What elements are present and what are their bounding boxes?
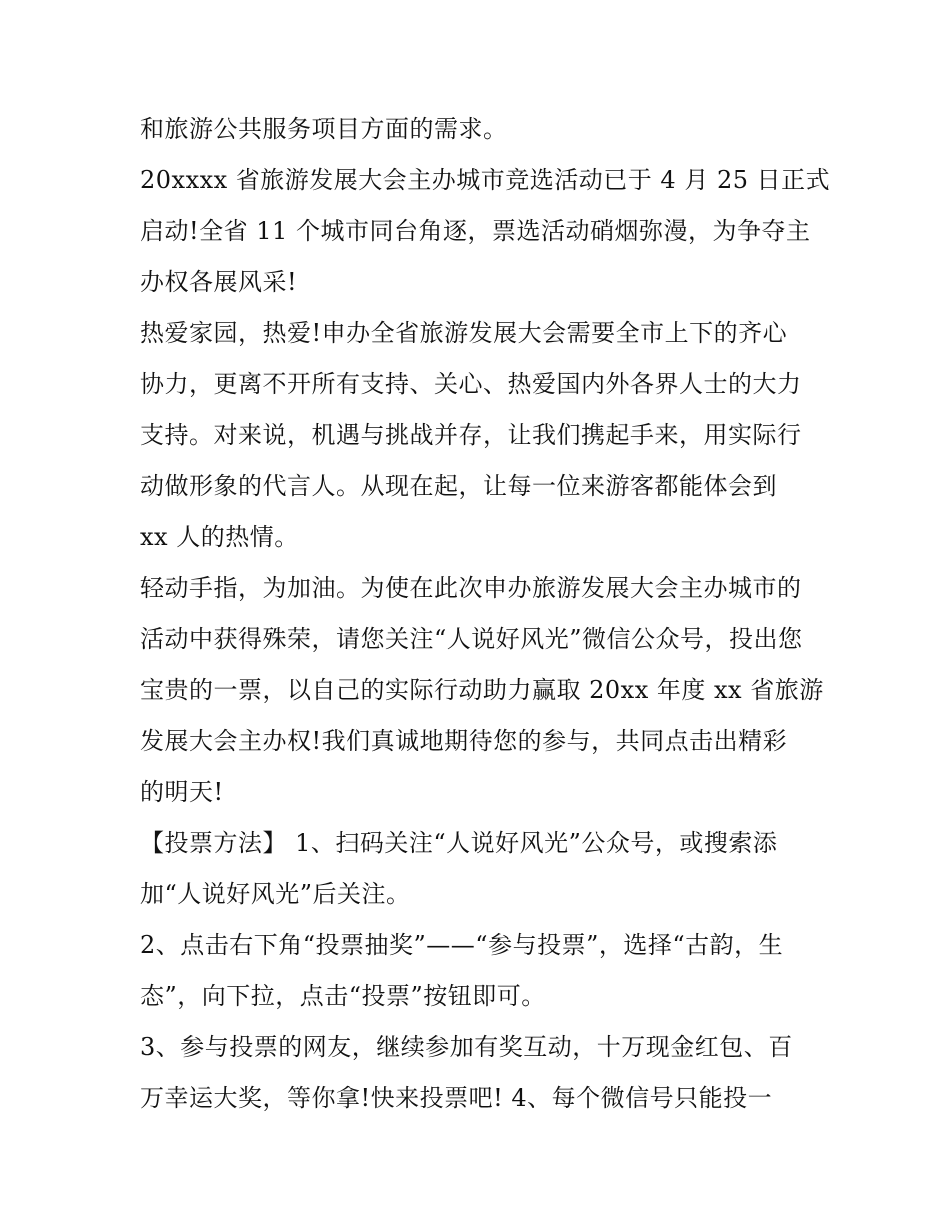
- text-line: 3、参与投票的网友，继续参加有奖互动，十万现金红包、百: [140, 1033, 793, 1061]
- text-line: 2、点击右下角“投票抽奖”——“参与投票”，选择“古韵，生: [140, 931, 784, 959]
- text-line: 态”，向下拉，点击“投票”按钮即可。: [140, 982, 546, 1010]
- text-line: 启动!全省 11 个城市同台角逐，票选活动硝烟弥漫，为争夺主: [140, 217, 811, 245]
- text-line: 办权各展风采!: [140, 268, 298, 296]
- text-line: 轻动手指，为加油。为使在此次申办旅游发展大会主办城市的: [140, 574, 802, 602]
- text-line: 【投票方法】 1、扫码关注“人说好风光”公众号，或搜索添: [140, 829, 778, 857]
- text-line: 20xxxx 省旅游发展大会主办城市竞选活动已于 4 月 25 日正式: [140, 166, 831, 194]
- text-line: 和旅游公共服务项目方面的需求。: [140, 115, 508, 143]
- text-line: xx 人的热情。: [140, 523, 299, 551]
- text-line: 活动中获得殊荣，请您关注“人说好风光”微信公众号，投出您: [140, 625, 803, 653]
- text-line: 宝贵的一票，以自己的实际行动助力赢取 20xx 年度 xx 省旅游: [140, 676, 824, 704]
- text-line: 加“人说好风光”后关注。: [140, 880, 411, 908]
- text-line: 动做形象的代言人。从现在起，让每一位来游客都能体会到: [140, 472, 777, 500]
- text-line: 支持。对来说，机遇与挑战并存，让我们携起手来，用实际行: [140, 421, 802, 449]
- text-line: 协力，更离不开所有支持、关心、热爱国内外各界人士的大力: [140, 370, 802, 398]
- text-line: 万幸运大奖，等你拿!快来投票吧! 4、每个微信号只能投一: [140, 1084, 773, 1112]
- text-line: 发展大会主办权!我们真诚地期待您的参与，共同点击出精彩: [140, 727, 788, 755]
- text-line: 的明天!: [140, 778, 224, 806]
- text-line: 热爱家园，热爱!申办全省旅游发展大会需要全市上下的齐心: [140, 319, 788, 347]
